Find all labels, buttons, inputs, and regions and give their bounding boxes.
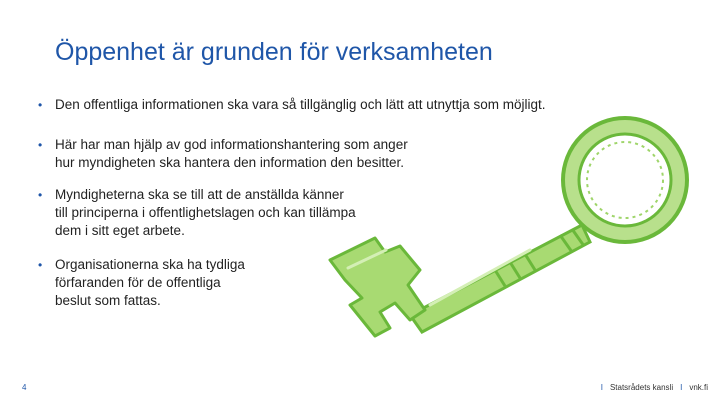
bullet-text: Här har man hjälp av god informationshantering som anger hur myndigheten ska hantera den information den besitter.	[55, 137, 408, 170]
bullet-dot-icon: •	[38, 188, 43, 202]
page-number: 4	[22, 383, 27, 392]
footer-org: Statsrådets kansli	[609, 383, 674, 392]
bullet-item	[38, 136, 478, 172]
bullet-dot-icon: •	[38, 98, 43, 112]
footer	[601, 383, 708, 392]
bullet-item	[38, 186, 418, 240]
key-bit	[330, 238, 425, 336]
bullet-item	[38, 96, 678, 114]
footer-site-link[interactable]: vnk.fi	[689, 383, 708, 392]
key-bow	[563, 118, 687, 242]
key-shaft	[410, 225, 590, 332]
bullet-dot-icon: •	[38, 138, 43, 152]
bullet-text: Organisationerna ska ha tydliga förfaranden för de offentliga beslut som fattas.	[55, 257, 245, 308]
slide-title: Öppenhet är grunden för verksamheten	[55, 38, 493, 66]
footer-separator: I	[680, 383, 683, 392]
bullet-item	[38, 256, 288, 310]
bullet-text: Myndigheterna ska se till att de anställda känner till principerna i offentlighetslagen och kan tillämpa dem i sitt eget arbete.	[55, 187, 356, 238]
bullet-dot-icon: •	[38, 258, 43, 272]
footer-separator: I	[600, 383, 603, 392]
bullet-text: Den offentliga informationen ska vara så tillgänglig och lätt att utnyttja som möjligt.	[55, 97, 546, 112]
